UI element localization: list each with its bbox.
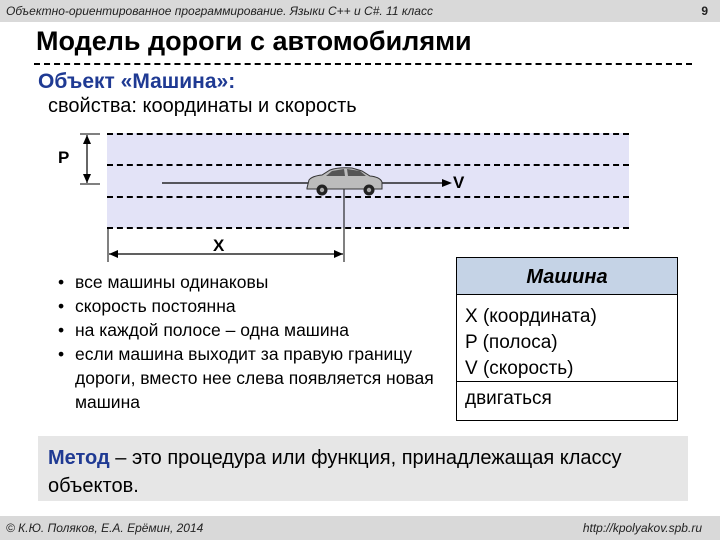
list-item: • все машины одинаковы <box>58 270 438 294</box>
footer-authors: © К.Ю. Поляков, Е.А. Ерёмин, 2014 <box>6 521 204 535</box>
definition-text <box>48 444 678 500</box>
p-arrow-head-down <box>83 174 91 183</box>
class-method: двигаться <box>465 388 552 409</box>
list-item: • на каждой полосе – одна машина <box>58 318 438 342</box>
label-x: X <box>213 236 225 255</box>
label-p: P <box>58 148 70 167</box>
page-number: 9 <box>701 4 708 18</box>
footer-url[interactable]: http://kpolyakov.spb.ru <box>582 521 702 535</box>
class-property: V (скорость) <box>465 358 574 379</box>
x-arrow-head-left <box>109 250 118 258</box>
course-title: Объектно-ориентированное программирование. Языки С++ и C#. 11 класс <box>6 4 433 18</box>
definition-term: Метод <box>48 447 110 469</box>
class-property: P (полоса) <box>465 332 558 353</box>
assumptions-list <box>58 270 438 414</box>
class-properties <box>465 304 597 382</box>
object-properties: свойства: координаты и скорость <box>48 95 357 117</box>
class-name: Машина <box>457 258 677 295</box>
object-heading: Объект «Машина»: <box>38 70 236 93</box>
x-arrow-head-right <box>334 250 343 258</box>
definition-body: – это процедура или функция, принадлежащая классу объектов. <box>48 447 622 497</box>
p-arrow-head-up <box>83 135 91 144</box>
class-divider <box>457 381 677 382</box>
class-diagram <box>456 257 678 421</box>
list-item: • скорость постоянна <box>58 294 438 318</box>
class-property: X (координата) <box>465 306 597 327</box>
slide-title: Модель дороги с автомобилями <box>36 26 472 56</box>
label-v: V <box>453 173 465 192</box>
v-arrow-head <box>442 179 452 187</box>
list-item: • если машина выходит за правую границу дороги, вместо нее слева появляется новая машина <box>58 342 438 414</box>
